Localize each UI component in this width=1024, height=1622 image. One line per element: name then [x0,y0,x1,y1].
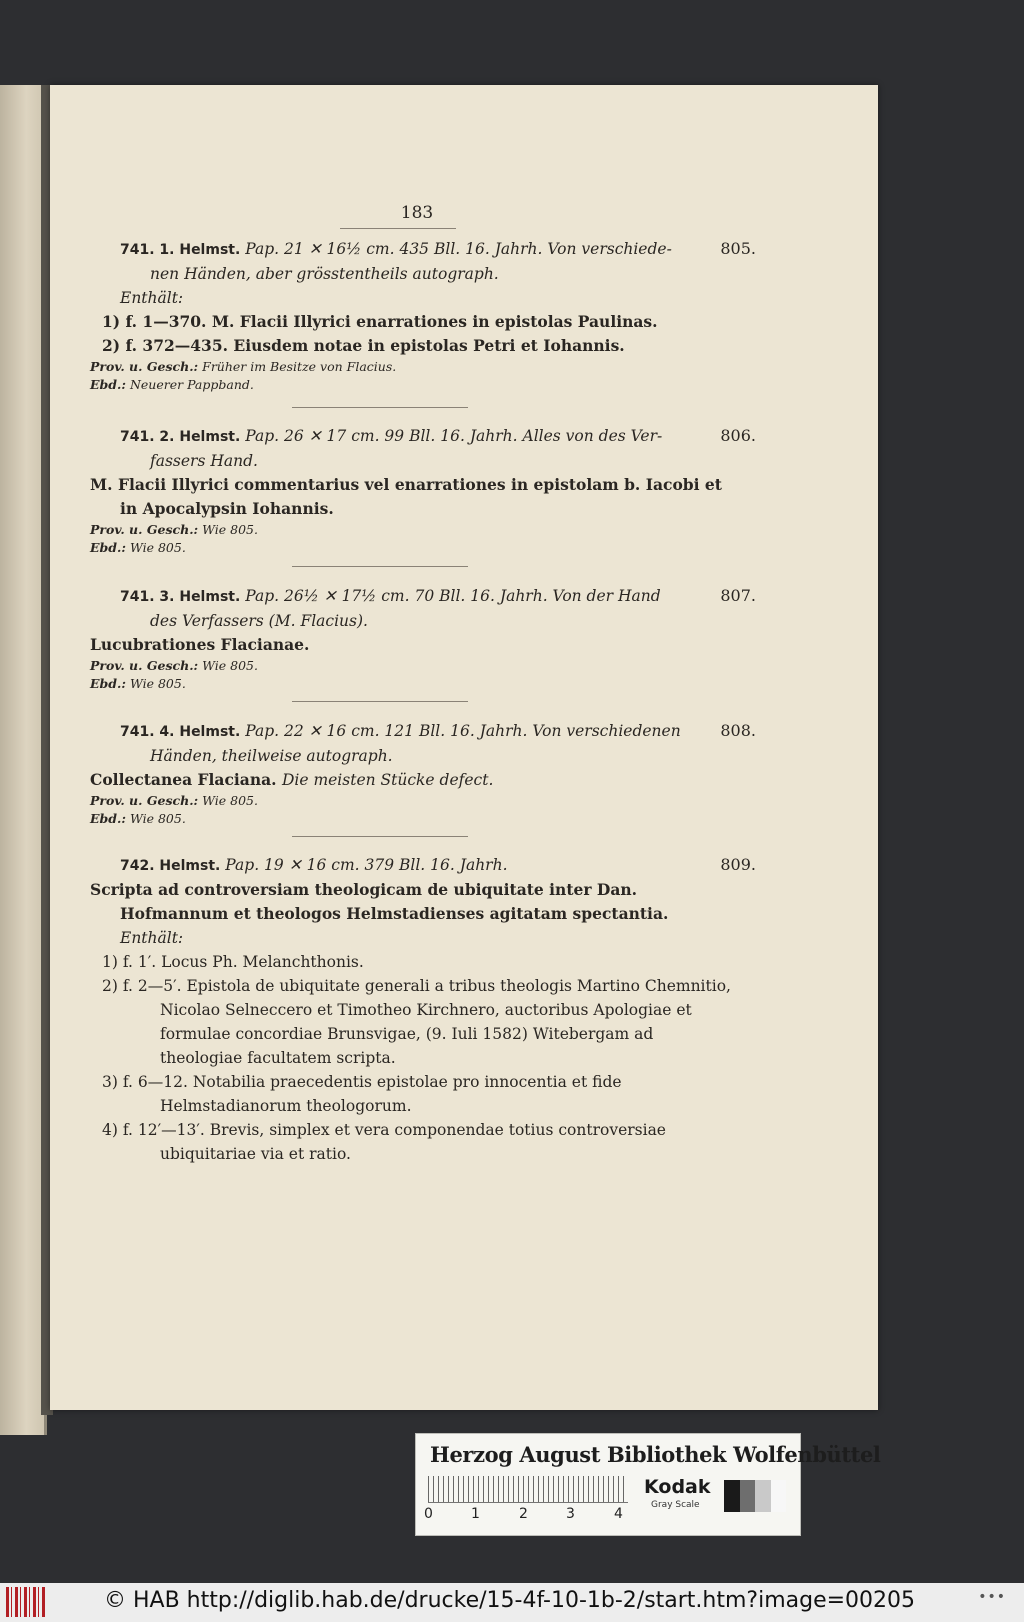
entry-header [90,237,756,286]
catalog-number: 806. [720,426,756,445]
shelfmark: 741. 4. Helmst. [120,724,241,740]
scale-ruler [428,1476,628,1503]
entry-header [90,424,756,473]
physical-description: Pap. 26 ✕ 17 cm. 99 Bll. 16. Jahrh. Alles von des Ver- [245,427,663,445]
contents-label: Enthält: [120,929,184,947]
binding: Ebd.: Wie 805. [90,811,186,826]
page-number: 183 [400,203,434,223]
gray-chip [755,1480,771,1512]
library-name: Herzog August Bibliothek Wolfenbüttel [430,1442,881,1467]
entry-header [90,853,756,878]
work-title: Lucubrationes Flacianae. [90,635,310,654]
catalog-entry-808 [90,719,756,828]
content-item: 1) f. 1′. Locus Ph. Melanchthonis. [102,953,364,971]
binding: Ebd.: Neuerer Pappband. [90,377,254,392]
physical-description-cont: nen Händen, aber grösstentheils autograph. [150,265,499,283]
copyright-url[interactable]: © HAB http://diglib.hab.de/drucke/15-4f-10-1b-2/start.htm?image=00205 [104,1588,916,1613]
physical-description: Pap. 26½ ✕ 17½ cm. 70 Bll. 16. Jahrh. Von der Hand [245,587,661,605]
content-item: 3) f. 6—12. Notabilia praecedentis epistolae pro innocentia et fide Helmstadianorum theologorum. [102,1073,622,1115]
catalog-number: 809. [720,855,756,874]
entry-header [90,584,756,633]
provenance: Prov. u. Gesch.: Früher im Besitze von Flacius. [90,359,397,374]
entry-divider [292,566,468,567]
color-target-card: Herzog August Bibliothek Wolfenbüttel 0 1 2 3 4 Kodak Gray Scale [415,1433,801,1536]
catalog-entry-805 [90,237,756,394]
provenance: Prov. u. Gesch.: Wie 805. [90,658,258,673]
document-page [50,85,878,1410]
gray-chip [771,1480,787,1512]
shelfmark: 741. 3. Helmst. [120,589,241,605]
page-number-rule [340,228,456,229]
physical-description-cont: fassers Hand. [150,452,258,470]
catalog-number: 807. [720,586,756,605]
physical-description: Pap. 19 ✕ 16 cm. 379 Bll. 16. Jahrh. [225,856,508,874]
provenance: Prov. u. Gesch.: Wie 805. [90,793,258,808]
entry-header [90,719,756,768]
contents-label: Enthält: [120,289,184,307]
gray-scale-chips [724,1480,786,1512]
shelfmark: 742. Helmst. [120,858,221,874]
physical-description-cont: des Verfassers (M. Flacius). [150,612,368,630]
catalog-entry-806 [90,424,756,557]
entry-divider [292,836,468,837]
binding: Ebd.: Wie 805. [90,676,186,691]
gray-chip [724,1480,740,1512]
work-title: Collectanea Flaciana. Die meisten Stücke defect. [90,770,494,789]
content-item: 2) f. 2—5′. Epistola de ubiquitate generali a tribus theologis Martino Chemnitio, Nicolao Selneccero et Timotheo Kirchnero, auctoribus Apologiae et formulae concordiae Brunsvigae, (9. Iuli 1582) Witebergam ad theologiae facultatem scripta. [102,977,731,1067]
shelfmark: 741. 1. Helmst. [120,242,241,258]
catalog-entry-809 [90,853,756,1166]
entry-divider [292,407,468,408]
kodak-logo: Kodak [644,1476,711,1498]
catalog-number: 808. [720,721,756,740]
physical-description-cont: Händen, theilweise autograph. [150,747,393,765]
catalog-entry-807 [90,584,756,693]
physical-description: Pap. 22 ✕ 16 cm. 121 Bll. 16. Jahrh. Von verschiedenen [245,722,681,740]
footer-bar [0,1583,1024,1622]
work-title: M. Flacii Illyrici commentarius vel enarrationes in epistolam b. Iacobi et in Apocalypsin Iohannis. [90,475,722,518]
hab-logo-icon [6,1587,46,1617]
left-page-edge [0,85,47,1435]
catalog-number: 805. [720,239,756,258]
physical-description: Pap. 21 ✕ 16½ cm. 435 Bll. 16. Jahrh. Von verschiede- [245,240,672,258]
gray-scale-label: Gray Scale [651,1500,700,1510]
work-title: Scripta ad controversiam theologicam de ubiquitate inter Dan. Hofmannum et theologos Helmstadienses agitatam spectantia. [90,880,669,923]
shelfmark: 741. 2. Helmst. [120,429,241,445]
content-item: 4) f. 12′—13′. Brevis, simplex et vera componendae totius controversiae ubiquitariae via et ratio. [102,1121,666,1163]
entry-divider [292,701,468,702]
provenance: Prov. u. Gesch.: Wie 805. [90,522,258,537]
gray-chip [740,1480,756,1512]
binding: Ebd.: Wie 805. [90,540,186,555]
content-item: 2) f. 372—435. Eiusdem notae in epistolas Petri et Iohannis. [102,336,625,355]
more-icon[interactable]: ••• [978,1589,1006,1605]
content-item: 1) f. 1—370. M. Flacii Illyrici enarrationes in epistolas Paulinas. [102,312,658,331]
